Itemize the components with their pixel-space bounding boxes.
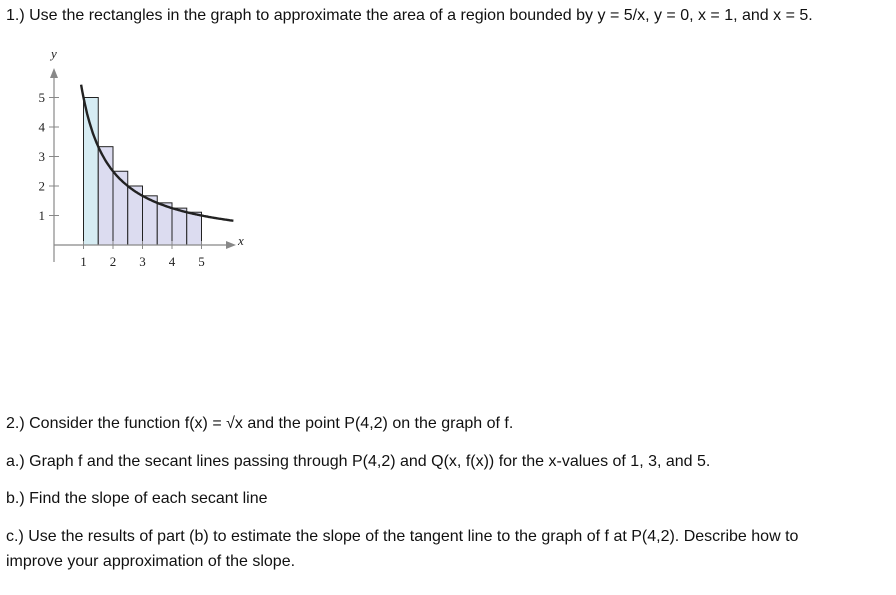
approximation-rectangles [84,98,202,246]
x-tick-label-3: 3 [139,254,146,269]
y-axis-arrow [50,68,58,78]
problem-2-part-b: b.) Find the slope of each secant line [6,490,268,507]
problem-2-part-a: a.) Graph f and the secant lines passing through P(4,2) and Q(x, f(x)) for the x-values of 1, 3, and 5. [6,453,711,470]
x-tick-label-5: 5 [198,254,205,269]
y-tick-label-3: 3 [38,149,45,164]
rectangle-8 [187,212,202,245]
y-tick-label-2: 2 [38,178,45,194]
problem-2-part-c-line-2: improve your approximation of the slope. [6,553,296,570]
x-axis-label: x [238,233,244,248]
problem-2-part-c-line-1: c.) Use the results of part (b) to estimate the slope of the tangent line to the graph of f at P(4,2). Describe how to [6,528,799,545]
rectangle-6 [157,203,172,245]
rectangle-1 [84,98,99,246]
problem-2-intro: 2.) Consider the function f(x) = √x and the point P(4,2) on the graph of f. [6,415,514,432]
x-axis-arrow [226,241,236,249]
y-tick-label-1: 1 [38,208,45,223]
rectangle-7 [172,208,187,245]
x-tick-label-4: 4 [168,254,176,269]
rectangle-3 [113,171,128,245]
problem-1-text: 1.) Use the rectangles in the graph to approximate the area of a region bounded by y = 5/x, y = 0, x = 1, and x = 5. [6,7,813,24]
y-tick-label-4: 4 [38,119,45,135]
y-axis-label: y [51,46,57,61]
x-tick-label-1: 1 [80,254,87,269]
y-tick-label-5: 5 [38,90,45,105]
rectangle-approximation-graph [18,40,258,275]
x-tick-label-2: 2 [109,254,117,269]
